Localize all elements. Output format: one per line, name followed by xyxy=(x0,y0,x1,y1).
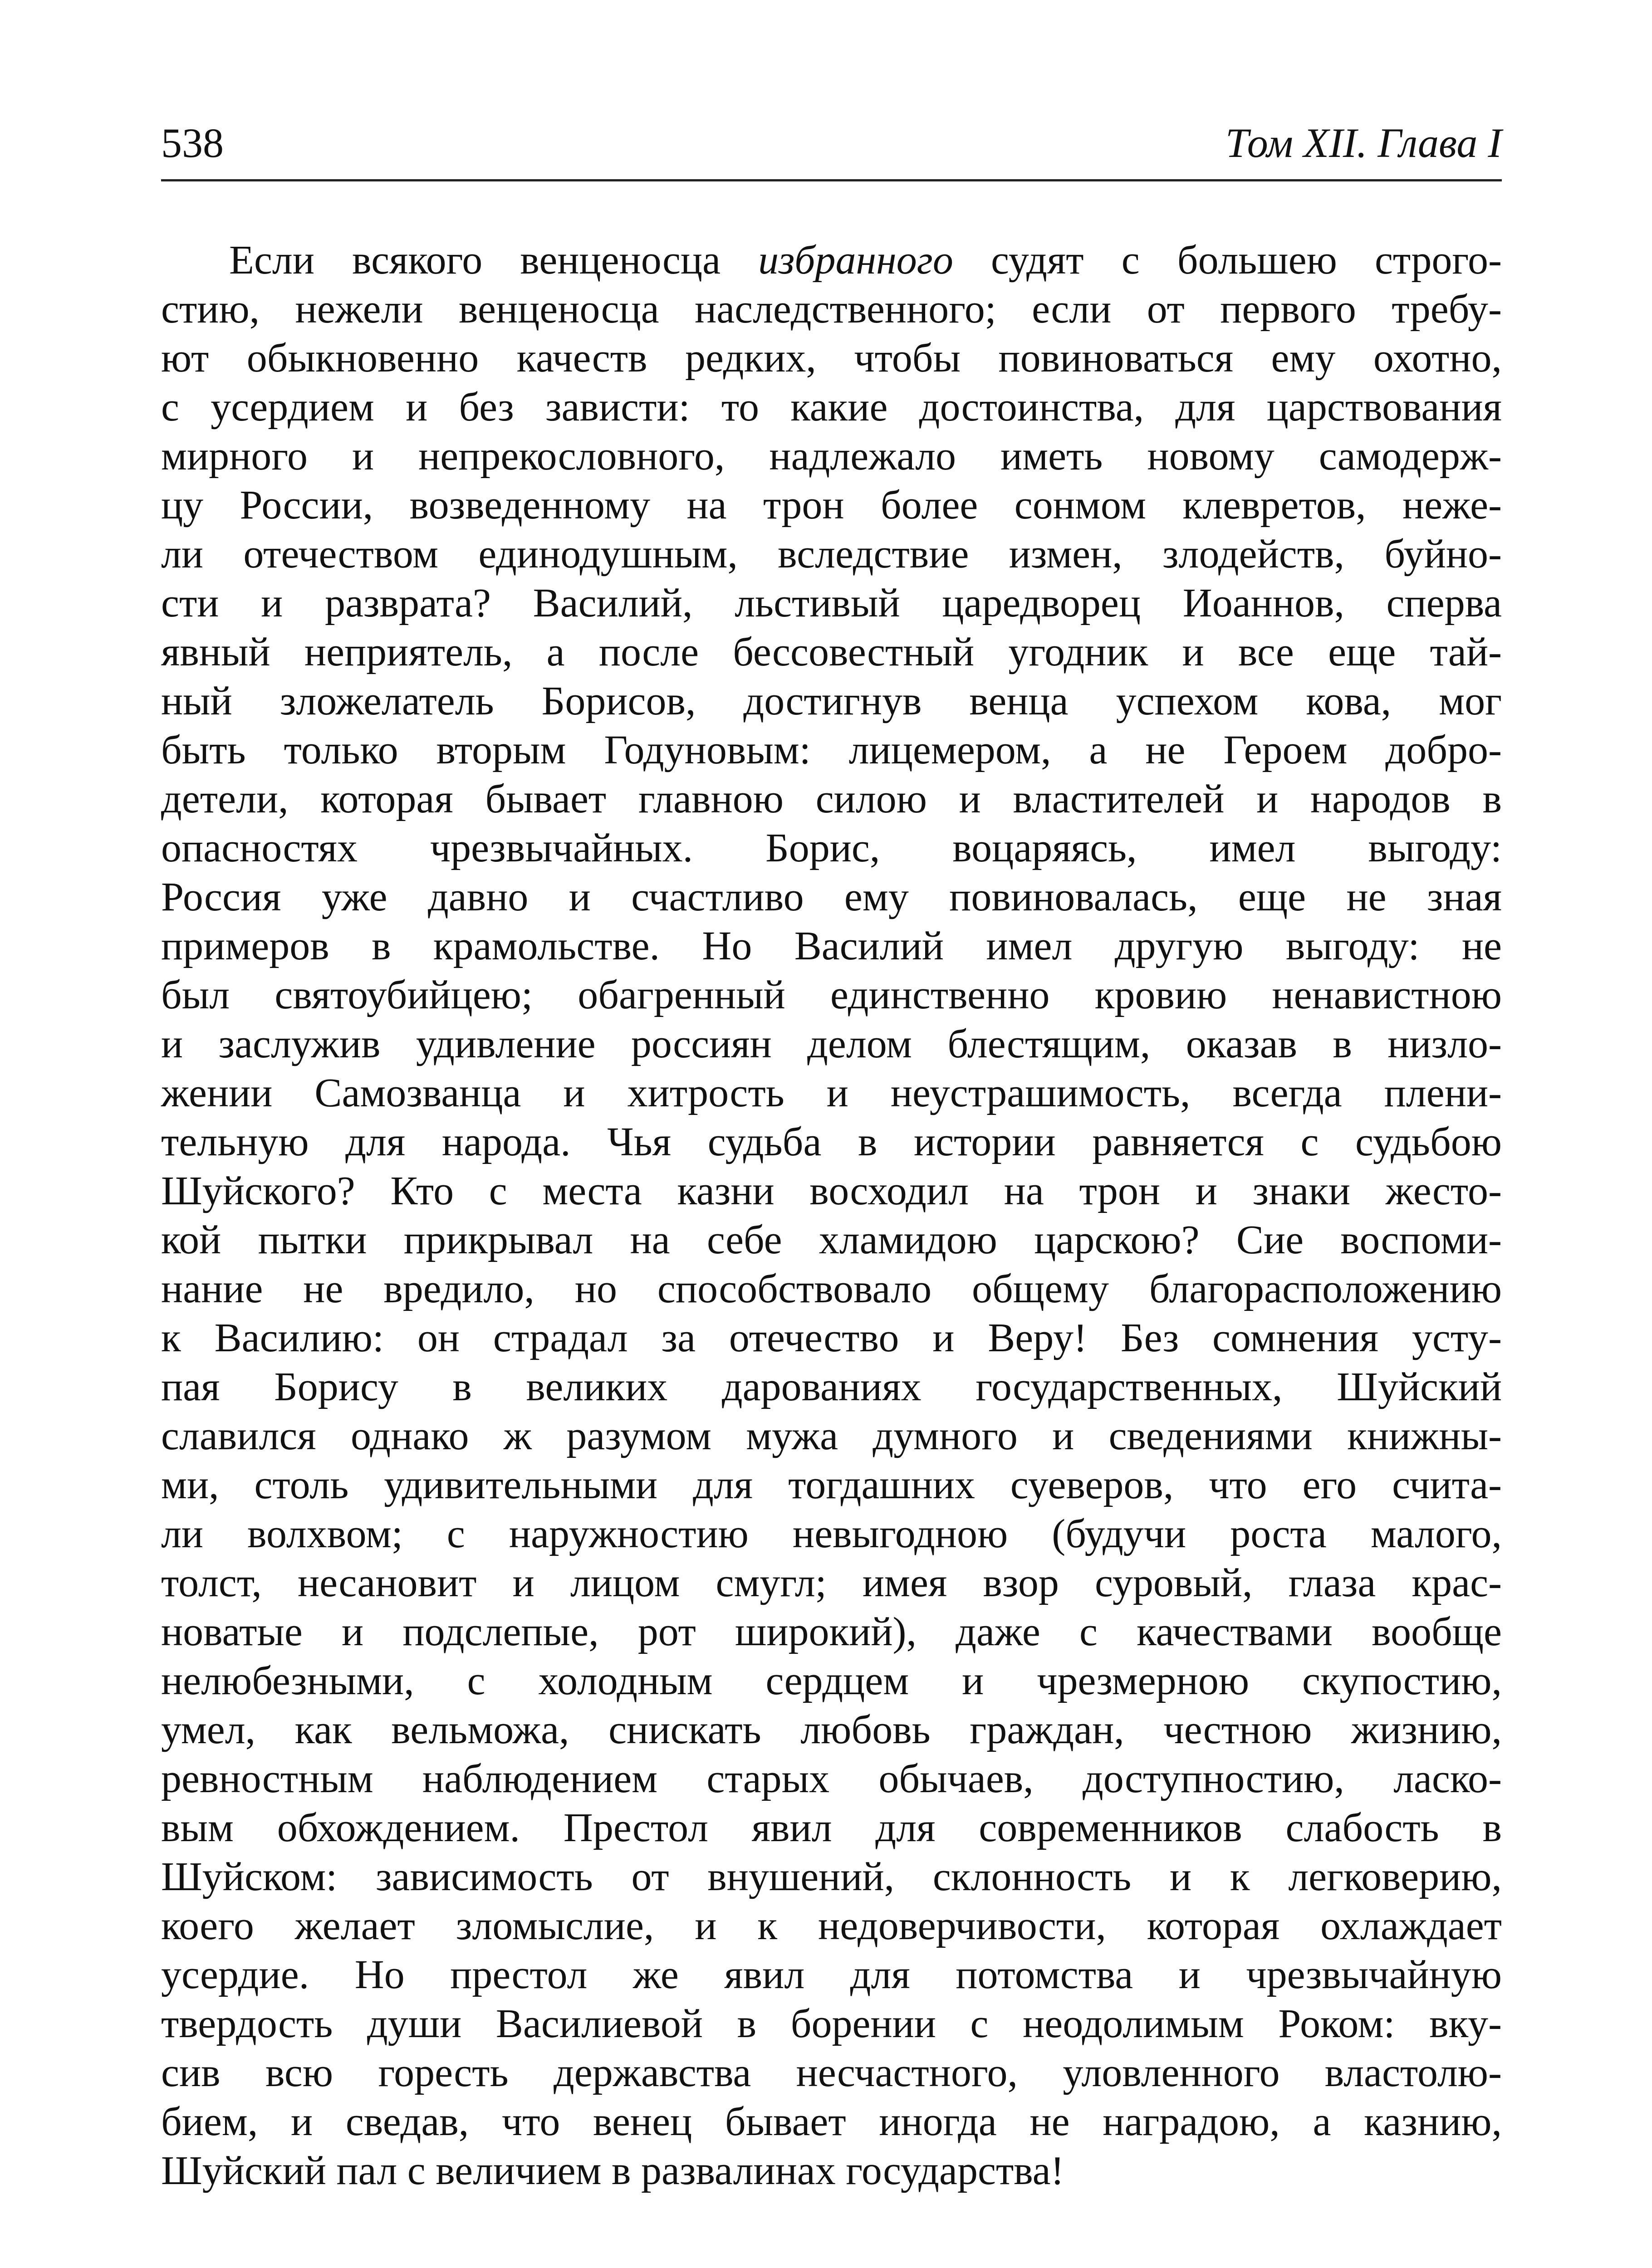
text-line: нание не вредило, но способствовало общему благорасположению xyxy=(161,1266,1502,1311)
text-line: сти и разврата? Василий, льстивый царедворец Иоаннов, сперва xyxy=(161,581,1502,626)
text-line: был святоубийцею; обагренный единственно кровию ненавистною xyxy=(161,973,1502,1017)
text-line: умел, как вельможа, снискать любовь граждан, честною жизнию, xyxy=(161,1707,1502,1752)
header-rule xyxy=(161,179,1502,181)
text-line: мирного и непрекословного, надлежало иметь новому самодерж- xyxy=(161,434,1502,479)
text-line: ревностным наблюдением старых обычаев, доступностию, ласко- xyxy=(161,1756,1502,1801)
text-line: Шуйском: зависимость от внушений, склонность и к легковерию, xyxy=(161,1854,1502,1899)
text-line: Шуйского? Кто с места казни восходил на трон и знаки жесто- xyxy=(161,1168,1502,1213)
text-line: тельную для народа. Чья судьба в истории равняется с судьбою xyxy=(161,1119,1502,1164)
text-line: пая Борису в великих дарованиях государственных, Шуйский xyxy=(161,1364,1502,1409)
text-line: стию, нежели венценосца наследственного; если от первого требу- xyxy=(161,287,1502,332)
main-paragraph xyxy=(161,236,1502,2195)
text-line: вым обхождением. Престол явил для современников слабость в xyxy=(161,1805,1502,1850)
text-line: и заслужив удивление россиян делом блестящим, оказав в низло- xyxy=(161,1022,1502,1066)
emphasized-word: избранного xyxy=(758,238,953,283)
text-line: ный зложелатель Борисов, достигнув венца успехом кова, мог xyxy=(161,679,1502,723)
text-line: Россия уже давно и счастливо ему повиновалась, еще не зная xyxy=(161,875,1502,919)
text-line: толст, несановит и лицом смугл; имея взор суровый, глаза крас- xyxy=(161,1560,1502,1605)
text-line: кой пытки прикрывал на себе хламидою царскою? Сие воспоми- xyxy=(161,1217,1502,1262)
text-line: новатые и подслепые, рот широкий), даже с качествами вообще xyxy=(161,1609,1502,1654)
text-line: быть только вторым Годуновым: лицемером, а не Героем добро- xyxy=(161,728,1502,772)
text-line: славился однако ж разумом мужа думного и сведениями книжны- xyxy=(161,1413,1502,1458)
text-line: твердость души Василиевой в борении с неодолимым Роком: вку- xyxy=(161,2001,1502,2046)
text-fragment: судят с большею строго- xyxy=(953,238,1502,283)
text-fragment: Если всякого венценосца xyxy=(229,238,759,283)
text-line: примеров в крамольстве. Но Василий имел другую выгоду: не xyxy=(161,924,1502,968)
text-line: опасностях чрезвычайных. Борис, воцаряясь, имел выгоду: xyxy=(161,826,1502,870)
text-line: коего желает зломыслие, и к недоверчивости, которая охлаждает xyxy=(161,1903,1502,1948)
text-line: к Василию: он страдал за отечество и Веру! Без сомнения усту- xyxy=(161,1315,1502,1360)
text-line: сив всю горесть державства несчастного, уловленного властолю- xyxy=(161,2050,1502,2095)
text-line: жении Самозванца и хитрость и неустрашимость, всегда плени- xyxy=(161,1070,1502,1115)
page-number: 538 xyxy=(161,120,224,166)
chapter-reference: Том XII. Глава I xyxy=(1225,120,1502,166)
text-line: усердие. Но престол же явил для потомства и чрезвычайную xyxy=(161,1952,1502,1997)
text-line: цу России, возведенному на трон более сонмом клевретов, неже- xyxy=(161,483,1502,528)
text-line-last: Шуйский пал с величием в развалинах государства! xyxy=(161,2148,1064,2193)
text-line: бием, и сведав, что венец бывает иногда не наградою, а казнию, xyxy=(161,2099,1502,2144)
text-line: ли отечеством единодушным, вследствие измен, злодейств, буйно- xyxy=(161,532,1502,577)
text-line: нелюбезными, с холодным сердцем и чрезмерною скупостию, xyxy=(161,1658,1502,1703)
text-line xyxy=(161,236,1502,285)
text-line: ют обыкновенно качеств редких, чтобы повиноваться ему охотно, xyxy=(161,336,1502,381)
running-head xyxy=(161,116,1502,170)
text-line: детели, которая бывает главною силою и властителей и народов в xyxy=(161,777,1502,821)
text-line: с усердием и без зависти: то какие достоинства, для царствования xyxy=(161,385,1502,430)
text-line: ли волхвом; с наружностию невыгодною (будучи роста малого, xyxy=(161,1511,1502,1556)
text-line: явный неприятель, а после бессовестный угодник и все еще тай- xyxy=(161,630,1502,675)
text-line: ми, столь удивительными для тогдашних суеверов, что его счита- xyxy=(161,1462,1502,1507)
